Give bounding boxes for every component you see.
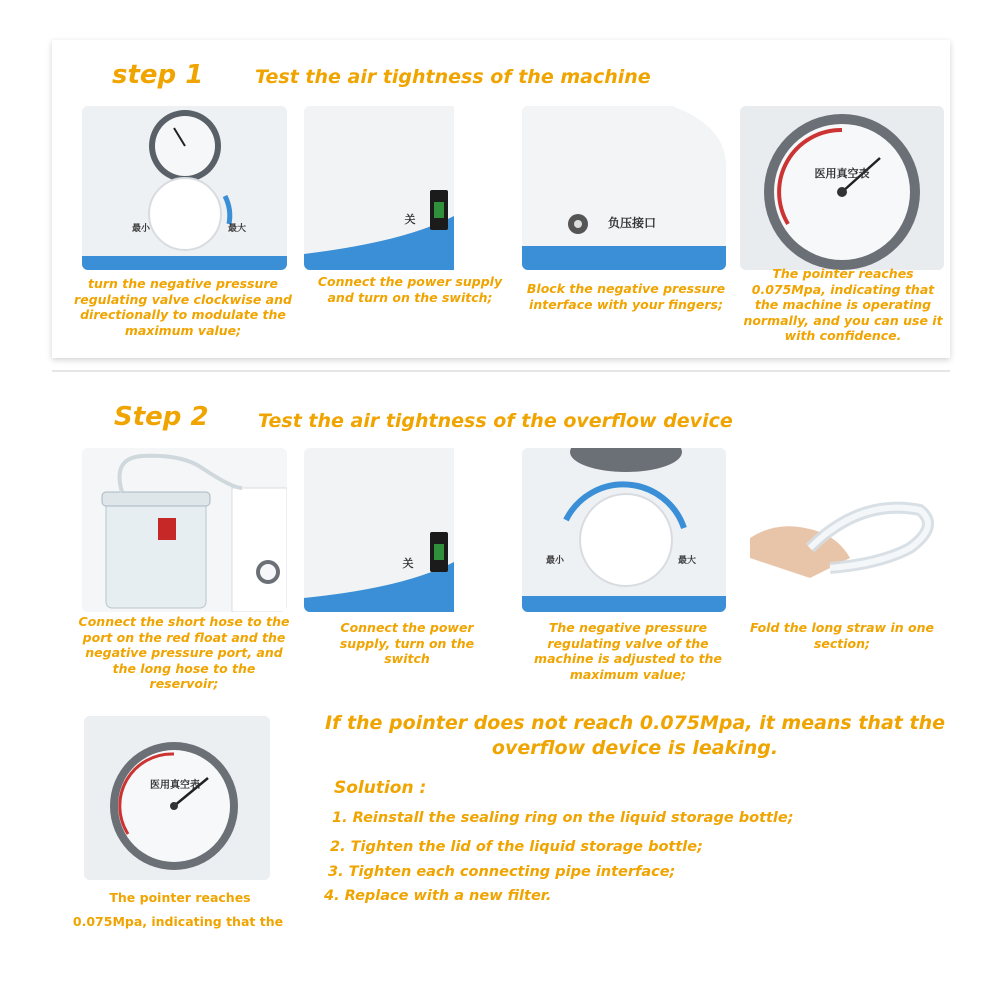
step1-photo-knob <box>82 106 287 270</box>
folded-hose-illustration <box>740 448 944 612</box>
step1-label: step 1 <box>112 60 204 90</box>
step2-photo-knob <box>522 448 726 612</box>
step1-caption-1: turn the negative pressure regulating valve clockwise and directionally to modulate the maximum value; <box>74 276 292 338</box>
solution-item-2: 2. Tighten the lid of the liquid storage bottle; <box>330 839 703 855</box>
step2-knob-min-label: 最小 <box>545 556 564 566</box>
solution-title: Solution : <box>334 778 427 798</box>
step2-caption-1: Connect the short hose to the port on the red float and the negative pressure port, and the long hose to the reservoir; <box>78 614 290 691</box>
step2-photo-bottle <box>82 448 287 612</box>
solution-item-1: 1. Reinstall the sealing ring on the liquid storage bottle; <box>332 810 794 826</box>
step1-title: Test the air tightness of the machine <box>255 66 651 88</box>
vacuum-gauge-illustration-2 <box>84 716 270 880</box>
step2-switch-label: 关 <box>402 557 414 570</box>
result-caption-line-1: The pointer reaches <box>109 890 251 905</box>
section-divider <box>52 370 950 372</box>
step1-switch-label: 关 <box>404 213 416 226</box>
step1-knob-max-label: 最大 <box>227 224 246 234</box>
result-photo-gauge <box>84 716 270 880</box>
step1-photo-gauge <box>740 106 944 270</box>
step2-knob-max-label: 最大 <box>677 556 696 566</box>
leak-warning: If the pointer does not reach 0.075Mpa, it means that the overflow device is leaking. <box>325 712 945 759</box>
device-switch-illustration-2 <box>304 448 506 612</box>
step2-caption-2: Connect the power supply, turn on the switch <box>339 620 475 666</box>
step2-photo-straw <box>740 448 944 612</box>
step1-knob-min-label: 最小 <box>131 224 150 234</box>
step2-caption-3: The negative pressure regulating valve of the machine is adjusted to the maximum value; <box>534 620 722 682</box>
step1-caption-2: Connect the power supply and turn on the switch; <box>317 274 503 305</box>
storage-bottle-illustration <box>82 448 287 612</box>
step2-title: Test the air tightness of the overflow device <box>258 410 733 432</box>
vacuum-gauge-illustration <box>740 106 944 270</box>
device-knob-illustration <box>82 106 287 270</box>
step1-caption-3: Block the negative pressure interface with your fingers; <box>526 281 726 312</box>
step1-caption-4: The pointer reaches 0.075Mpa, indicating that the machine is operating normally, and you can use it with confidence. <box>743 266 943 343</box>
solution-item-4: 4. Replace with a new filter. <box>324 888 552 904</box>
device-switch-illustration <box>304 106 506 270</box>
step1-photo-port <box>522 106 726 270</box>
negative-pressure-port-illustration <box>522 106 726 270</box>
result-caption-line-2: 0.075Mpa, indicating that the <box>72 914 284 929</box>
result-gauge-label: 医用真空表 <box>150 780 200 791</box>
step2-caption-4: Fold the long straw in one section; <box>750 620 934 651</box>
step1-gauge-label: 医用真空表 <box>814 167 870 180</box>
step2-photo-switch <box>304 448 506 612</box>
step1-port-label: 负压接口 <box>607 216 656 230</box>
step1-photo-switch <box>304 106 506 270</box>
step2-label: Step 2 <box>114 402 209 432</box>
solution-item-3: 3. Tighten each connecting pipe interface; <box>328 864 676 880</box>
regulating-knob-illustration <box>522 448 726 612</box>
